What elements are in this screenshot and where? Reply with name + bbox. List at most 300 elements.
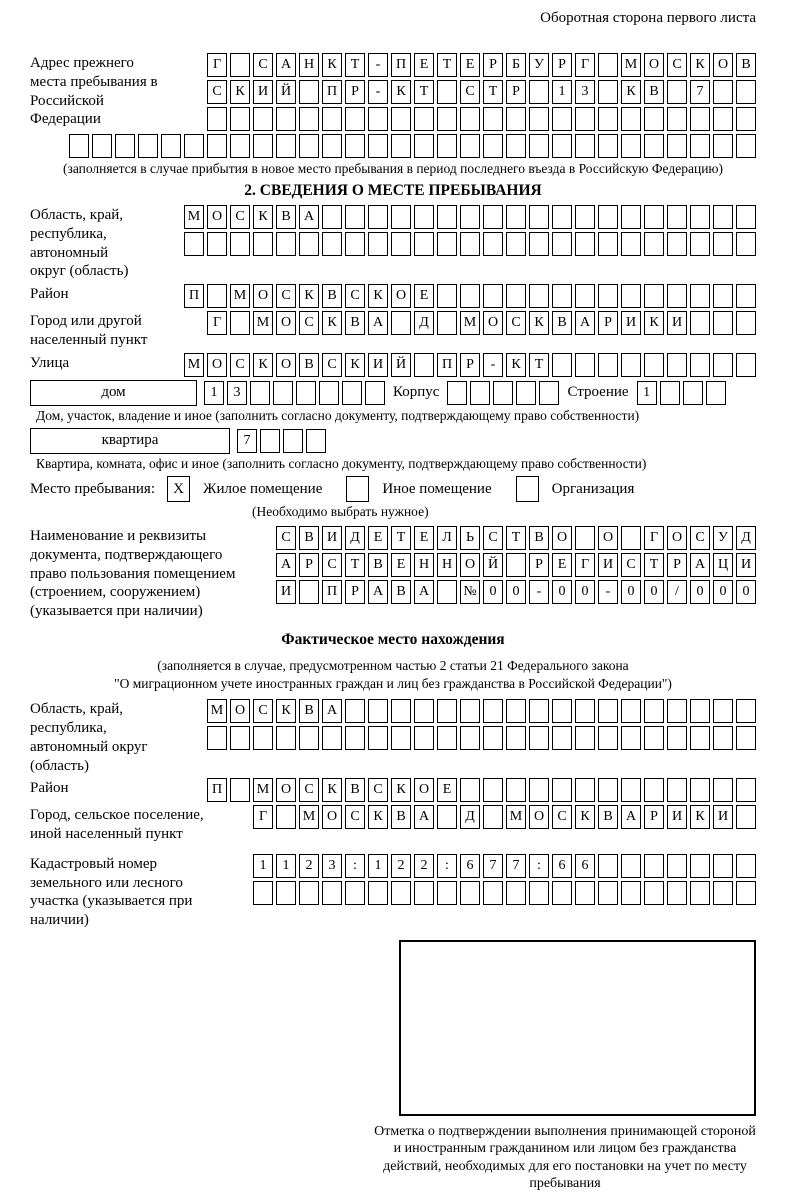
char-cell xyxy=(322,134,342,158)
char-cell: 0 xyxy=(713,580,733,604)
char-cell: Т xyxy=(345,553,365,577)
char-cell xyxy=(230,107,250,131)
char-cell xyxy=(368,205,388,229)
document-cells xyxy=(276,526,756,604)
char-cell xyxy=(460,232,480,256)
char-cell: И xyxy=(276,580,296,604)
char-cell: К xyxy=(322,53,342,77)
char-cell xyxy=(306,429,326,453)
char-cell xyxy=(713,205,733,229)
char-cell: С xyxy=(483,526,503,550)
prev-address-cells xyxy=(207,53,756,131)
char-cell xyxy=(713,778,733,802)
char-cell xyxy=(253,134,273,158)
char-cell xyxy=(621,232,641,256)
char-cell: А xyxy=(276,53,296,77)
char-cell xyxy=(667,205,687,229)
char-cell xyxy=(460,134,480,158)
char-cell xyxy=(690,881,710,905)
char-cell xyxy=(207,726,227,750)
char-cell: К xyxy=(644,311,664,335)
char-cell: В xyxy=(299,699,319,723)
char-cell xyxy=(736,778,756,802)
char-cell xyxy=(598,726,618,750)
char-cell: К xyxy=(322,311,342,335)
char-cell xyxy=(736,699,756,723)
char-cell xyxy=(575,699,595,723)
char-cell xyxy=(483,699,503,723)
char-cell: В xyxy=(299,526,319,550)
char-cell: А xyxy=(621,805,641,829)
char-cell: Р xyxy=(345,80,365,104)
other-premises-label: Иное помещение xyxy=(382,480,492,497)
char-cell: В xyxy=(345,778,365,802)
organization-checkbox xyxy=(516,476,539,502)
char-cell xyxy=(345,205,365,229)
char-cell: Т xyxy=(483,80,503,104)
house-cells xyxy=(204,381,385,405)
house-note: Дом, участок, владение и иное (заполнить согласно документу, подтверждающему право собственности) xyxy=(36,407,640,423)
char-cell xyxy=(391,311,411,335)
char-cell xyxy=(690,699,710,723)
char-cell: К xyxy=(506,353,526,377)
char-cell xyxy=(299,134,319,158)
residential-checkbox: X xyxy=(167,476,190,502)
char-cell: И xyxy=(667,311,687,335)
char-cell xyxy=(322,881,342,905)
cadastre-row-2 xyxy=(253,881,756,905)
char-cell: В xyxy=(391,580,411,604)
char-cell xyxy=(437,311,457,335)
district-row xyxy=(184,284,756,308)
char-cell: Й xyxy=(391,353,411,377)
char-cell: С xyxy=(207,80,227,104)
char-cell xyxy=(437,107,457,131)
field-district xyxy=(30,284,756,308)
char-cell: Р xyxy=(460,353,480,377)
char-cell xyxy=(368,232,388,256)
char-cell: О xyxy=(414,778,434,802)
char-cell: 7 xyxy=(237,429,257,453)
char-cell xyxy=(667,134,687,158)
char-cell xyxy=(115,134,135,158)
char-cell: О xyxy=(598,526,618,550)
apartment-cells xyxy=(237,429,326,453)
char-cell: Р xyxy=(299,553,319,577)
char-cell xyxy=(299,726,319,750)
char-cell xyxy=(736,80,756,104)
char-cell xyxy=(460,205,480,229)
stay-type-row xyxy=(30,476,756,502)
char-cell xyxy=(552,232,572,256)
char-cell xyxy=(706,381,726,405)
char-cell xyxy=(437,205,457,229)
char-cell xyxy=(138,134,158,158)
char-cell xyxy=(529,107,549,131)
char-cell xyxy=(483,726,503,750)
char-cell: Д xyxy=(460,805,480,829)
factual-title: Фактическое место нахождения xyxy=(281,630,505,648)
char-cell xyxy=(713,881,733,905)
char-cell: 6 xyxy=(460,854,480,878)
korpus-cells xyxy=(447,381,559,405)
char-cell: И xyxy=(621,311,641,335)
char-cell: О xyxy=(276,353,296,377)
char-cell xyxy=(644,284,664,308)
factual-region-row-1 xyxy=(207,699,756,723)
section2-title: 2. СВЕДЕНИЯ О МЕСТЕ ПРЕБЫВАНИЯ xyxy=(244,182,542,200)
char-cell: М xyxy=(621,53,641,77)
char-cell xyxy=(230,778,250,802)
char-cell xyxy=(667,232,687,256)
char-cell: А xyxy=(368,311,388,335)
char-cell: В xyxy=(644,80,664,104)
char-cell: М xyxy=(230,284,250,308)
char-cell xyxy=(644,854,664,878)
char-cell xyxy=(276,726,296,750)
char-cell xyxy=(667,778,687,802)
char-cell xyxy=(552,134,572,158)
field-cadastre xyxy=(30,854,756,930)
char-cell xyxy=(345,881,365,905)
other-premises-checkbox xyxy=(346,476,369,502)
char-cell: 7 xyxy=(506,854,526,878)
city-label: Город или другой населенный пункт xyxy=(30,313,148,348)
char-cell: О xyxy=(207,205,227,229)
char-cell xyxy=(414,134,434,158)
char-cell: В xyxy=(552,311,572,335)
char-cell xyxy=(713,726,733,750)
char-cell: - xyxy=(529,580,549,604)
char-cell xyxy=(391,107,411,131)
prev-address-row-2 xyxy=(207,80,756,104)
char-cell: - xyxy=(368,80,388,104)
field-factual-district xyxy=(30,778,756,802)
char-cell: Р xyxy=(598,311,618,335)
house-row xyxy=(30,380,756,406)
char-cell xyxy=(161,134,181,158)
char-cell xyxy=(644,726,664,750)
char-cell: М xyxy=(207,699,227,723)
char-cell xyxy=(447,381,467,405)
city-row xyxy=(207,311,756,335)
char-cell xyxy=(184,134,204,158)
char-cell: К xyxy=(253,205,273,229)
char-cell: О xyxy=(713,53,733,77)
char-cell: П xyxy=(437,353,457,377)
char-cell: О xyxy=(644,53,664,77)
char-cell xyxy=(621,284,641,308)
char-cell xyxy=(391,232,411,256)
char-cell: О xyxy=(230,699,250,723)
char-cell xyxy=(690,726,710,750)
char-cell: А xyxy=(368,580,388,604)
char-cell xyxy=(506,284,526,308)
char-cell: В xyxy=(299,353,319,377)
char-cell xyxy=(552,881,572,905)
char-cell: К xyxy=(391,80,411,104)
char-cell xyxy=(644,699,664,723)
char-cell xyxy=(273,381,293,405)
page-header-note: Оборотная сторона первого листа xyxy=(540,10,756,26)
char-cell xyxy=(299,107,319,131)
char-cell xyxy=(690,284,710,308)
field-city xyxy=(30,311,756,350)
char-cell xyxy=(276,134,296,158)
char-cell: В xyxy=(529,526,549,550)
char-cell: В xyxy=(368,553,388,577)
char-cell xyxy=(598,232,618,256)
char-cell: С xyxy=(276,526,296,550)
char-cell: К xyxy=(322,778,342,802)
char-cell: Н xyxy=(299,53,319,77)
char-cell xyxy=(319,381,339,405)
field-factual-city xyxy=(30,805,756,844)
factual-district-label: Район xyxy=(30,780,69,797)
char-cell: А xyxy=(299,205,319,229)
char-cell xyxy=(598,854,618,878)
char-cell xyxy=(253,107,273,131)
char-cell: К xyxy=(253,353,273,377)
char-cell: О xyxy=(276,311,296,335)
char-cell xyxy=(529,778,549,802)
char-cell: К xyxy=(621,80,641,104)
char-cell: В xyxy=(391,805,411,829)
char-cell xyxy=(683,381,703,405)
char-cell xyxy=(575,107,595,131)
char-cell: О xyxy=(529,805,549,829)
region-row-2 xyxy=(184,232,756,256)
char-cell: Г xyxy=(253,805,273,829)
char-cell xyxy=(713,284,733,308)
char-cell xyxy=(460,699,480,723)
char-cell xyxy=(460,107,480,131)
char-cell: Г xyxy=(575,53,595,77)
char-cell: - xyxy=(483,353,503,377)
char-cell xyxy=(667,854,687,878)
char-cell: В xyxy=(598,805,618,829)
char-cell xyxy=(736,353,756,377)
char-cell xyxy=(529,232,549,256)
street-label: Улица xyxy=(30,354,70,371)
char-cell: С xyxy=(230,205,250,229)
char-cell: С xyxy=(253,699,273,723)
char-cell: В xyxy=(322,284,342,308)
char-cell xyxy=(276,881,296,905)
char-cell xyxy=(322,726,342,750)
char-cell xyxy=(299,232,319,256)
char-cell: С xyxy=(345,805,365,829)
char-cell: К xyxy=(276,699,296,723)
char-cell: К xyxy=(690,805,710,829)
char-cell: С xyxy=(299,778,319,802)
char-cell: О xyxy=(207,353,227,377)
char-cell: П xyxy=(391,53,411,77)
apartment-note: Квартира, комната, офис и иное (заполнить согласно документу, подтверждающему право собственности) xyxy=(36,455,647,471)
char-cell xyxy=(713,353,733,377)
char-cell xyxy=(644,205,664,229)
char-cell xyxy=(539,381,559,405)
prev-address-note: (заполняется в случае прибытия в новое место пребывания в период последнего въезда в Российскую Федерацию) xyxy=(62,161,724,176)
prev-address-row-3 xyxy=(207,107,756,131)
char-cell xyxy=(667,353,687,377)
char-cell xyxy=(207,107,227,131)
stay-type-label: Место пребывания: xyxy=(30,480,155,497)
char-cell: 2 xyxy=(299,854,319,878)
char-cell xyxy=(506,778,526,802)
char-cell xyxy=(365,381,385,405)
char-cell xyxy=(296,381,316,405)
char-cell xyxy=(598,205,618,229)
char-cell: М xyxy=(184,205,204,229)
document-row-3 xyxy=(276,580,756,604)
region-label: Область, край, республика, автономный округ (область) xyxy=(30,207,129,280)
char-cell: С xyxy=(690,526,710,550)
char-cell xyxy=(299,580,319,604)
prev-address-label: Адрес прежнего места пребывания в Российской Федерации xyxy=(30,55,158,128)
char-cell: Р xyxy=(345,580,365,604)
char-cell: Т xyxy=(414,80,434,104)
char-cell: С xyxy=(621,553,641,577)
char-cell xyxy=(230,134,250,158)
char-cell: В xyxy=(345,311,365,335)
char-cell xyxy=(506,726,526,750)
char-cell: Е xyxy=(414,284,434,308)
char-cell: Е xyxy=(460,53,480,77)
char-cell: 2 xyxy=(391,854,411,878)
char-cell xyxy=(276,107,296,131)
char-cell xyxy=(575,726,595,750)
char-cell xyxy=(736,854,756,878)
char-cell: Р xyxy=(483,53,503,77)
char-cell xyxy=(621,699,641,723)
char-cell xyxy=(460,778,480,802)
char-cell xyxy=(575,205,595,229)
char-cell: 3 xyxy=(322,854,342,878)
apartment-label-box: квартира xyxy=(30,428,230,454)
char-cell: Р xyxy=(529,553,549,577)
char-cell xyxy=(736,134,756,158)
char-cell xyxy=(368,881,388,905)
char-cell: С xyxy=(345,284,365,308)
char-cell xyxy=(552,778,572,802)
char-cell: Р xyxy=(667,553,687,577)
char-cell xyxy=(529,80,549,104)
char-cell xyxy=(690,205,710,229)
factual-note-line2: "О миграционном учете иностранных граждан и лиц без гражданства в Российской Федерации") xyxy=(114,676,672,692)
char-cell xyxy=(460,726,480,750)
char-cell xyxy=(260,429,280,453)
char-cell: : xyxy=(345,854,365,878)
char-cell: К xyxy=(345,353,365,377)
char-cell xyxy=(621,134,641,158)
char-cell xyxy=(667,726,687,750)
char-cell xyxy=(506,107,526,131)
char-cell xyxy=(736,881,756,905)
char-cell xyxy=(276,232,296,256)
char-cell: О xyxy=(322,805,342,829)
char-cell: М xyxy=(460,311,480,335)
char-cell: Т xyxy=(391,526,411,550)
char-cell: Е xyxy=(414,526,434,550)
char-cell xyxy=(713,854,733,878)
char-cell: Д xyxy=(736,526,756,550)
char-cell xyxy=(660,381,680,405)
stay-note: (Необходимо выбрать нужное) xyxy=(252,504,429,520)
char-cell: 1 xyxy=(204,381,224,405)
char-cell xyxy=(621,107,641,131)
char-cell xyxy=(437,134,457,158)
char-cell xyxy=(575,881,595,905)
char-cell xyxy=(552,205,572,229)
house-label-box: дом xyxy=(30,380,197,406)
char-cell xyxy=(644,107,664,131)
char-cell xyxy=(230,53,250,77)
char-cell: М xyxy=(299,805,319,829)
char-cell: К xyxy=(299,284,319,308)
char-cell: С xyxy=(322,553,342,577)
char-cell xyxy=(483,232,503,256)
char-cell xyxy=(529,284,549,308)
char-cell xyxy=(598,53,618,77)
char-cell: / xyxy=(667,580,687,604)
char-cell xyxy=(368,134,388,158)
char-cell xyxy=(493,381,513,405)
char-cell xyxy=(299,80,319,104)
char-cell xyxy=(207,232,227,256)
char-cell xyxy=(414,726,434,750)
char-cell xyxy=(713,699,733,723)
char-cell xyxy=(368,699,388,723)
char-cell xyxy=(345,699,365,723)
char-cell xyxy=(552,699,572,723)
char-cell xyxy=(276,805,296,829)
char-cell: К xyxy=(575,805,595,829)
char-cell xyxy=(69,134,89,158)
char-cell xyxy=(437,284,457,308)
char-cell: : xyxy=(529,854,549,878)
cadastre-row-1 xyxy=(253,854,756,878)
char-cell xyxy=(529,134,549,158)
char-cell xyxy=(483,205,503,229)
char-cell xyxy=(552,353,572,377)
char-cell: 0 xyxy=(575,580,595,604)
char-cell: А xyxy=(414,805,434,829)
char-cell xyxy=(690,353,710,377)
char-cell xyxy=(736,805,756,829)
char-cell: 1 xyxy=(368,854,388,878)
char-cell xyxy=(437,80,457,104)
char-cell: У xyxy=(713,526,733,550)
char-cell xyxy=(414,699,434,723)
cadastre-cells xyxy=(253,854,756,905)
char-cell: И xyxy=(598,553,618,577)
char-cell xyxy=(437,580,457,604)
korpus-label: Корпус xyxy=(393,384,440,401)
char-cell: М xyxy=(506,805,526,829)
char-cell xyxy=(414,107,434,131)
char-cell: 0 xyxy=(644,580,664,604)
char-cell: О xyxy=(483,311,503,335)
region-row-1 xyxy=(184,205,756,229)
char-cell: С xyxy=(322,353,342,377)
char-cell: 0 xyxy=(736,580,756,604)
char-cell xyxy=(575,526,595,550)
document-label: Наименование и реквизиты документа, подтверждающего право пользования помещением (строением, сооружением) (указывается при наличии) xyxy=(30,528,236,620)
char-cell xyxy=(736,232,756,256)
factual-city-row xyxy=(253,805,756,829)
char-cell xyxy=(736,726,756,750)
